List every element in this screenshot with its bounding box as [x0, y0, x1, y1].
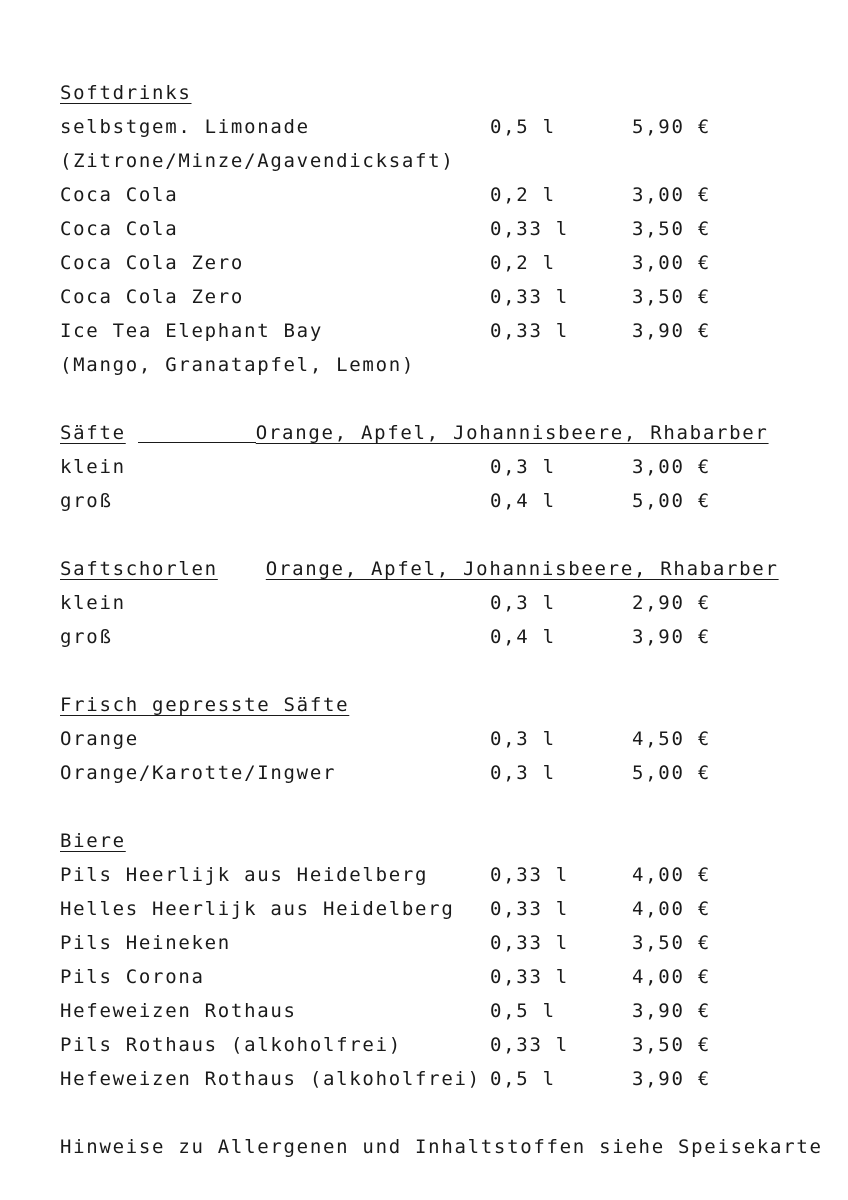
menu-item-row	[60, 1028, 820, 1062]
menu-item-row	[60, 484, 820, 518]
allergen-note: Hinweise zu Allergenen und Inhaltstoffen siehe Speisekarte	[60, 1136, 823, 1158]
item-price: 2,90 €	[632, 592, 711, 614]
item-price: 3,90 €	[632, 320, 711, 342]
menu-item-row	[60, 994, 820, 1028]
item-volume: 0,33 l	[490, 218, 569, 240]
item-volume: 0,33 l	[490, 898, 569, 920]
item-price: 3,90 €	[632, 1068, 711, 1090]
item-name: Orange	[60, 728, 139, 750]
item-price: 3,00 €	[632, 252, 711, 274]
item-volume: 0,2 l	[490, 252, 556, 274]
softdrinks-list	[60, 110, 820, 382]
item-name: selbstgem. Limonade	[60, 116, 310, 138]
section-heading	[60, 824, 820, 858]
item-volume: 0,3 l	[490, 456, 556, 478]
item-name: klein	[60, 456, 126, 478]
item-name: Coca Cola Zero	[60, 286, 245, 308]
item-volume: 0,2 l	[490, 184, 556, 206]
menu-page	[60, 76, 820, 1096]
frisch-list	[60, 722, 820, 790]
item-name: Coca Cola	[60, 184, 179, 206]
section-title: Biere	[60, 830, 126, 852]
item-volume: 0,33 l	[490, 864, 569, 886]
heading-rule	[138, 424, 256, 443]
section-heading	[60, 552, 820, 586]
section-heading	[60, 416, 820, 450]
section-title: Saftschorlen	[60, 558, 218, 580]
item-name: Ice Tea Elephant Bay	[60, 320, 323, 342]
item-volume: 0,3 l	[490, 592, 556, 614]
item-volume: 0,5 l	[490, 1000, 556, 1022]
item-price: 5,00 €	[632, 490, 711, 512]
section-title: Softdrinks	[60, 82, 192, 104]
item-name: Pils Corona	[60, 966, 205, 988]
menu-item-row	[60, 450, 820, 484]
item-price: 3,00 €	[632, 184, 711, 206]
item-price: 3,00 €	[632, 456, 711, 478]
item-note: (Zitrone/Minze/Agavendicksaft)	[60, 150, 455, 172]
menu-item-row	[60, 314, 820, 348]
menu-item-row	[60, 110, 820, 144]
menu-item-row	[60, 858, 820, 892]
item-price: 3,90 €	[632, 1000, 711, 1022]
item-name: Pils Rothaus (alkoholfrei)	[60, 1034, 402, 1056]
item-volume: 0,33 l	[490, 320, 569, 342]
item-name: Helles Heerlijk aus Heidelberg	[60, 898, 455, 920]
item-note: (Mango, Granatapfel, Lemon)	[60, 354, 416, 376]
item-name: klein	[60, 592, 126, 614]
section-heading	[60, 688, 820, 722]
saftschorlen-list	[60, 586, 820, 654]
item-price: 4,00 €	[632, 898, 711, 920]
item-volume: 0,33 l	[490, 966, 569, 988]
item-name: Pils Heerlijk aus Heidelberg	[60, 864, 429, 886]
item-name: groß	[60, 626, 113, 648]
item-volume: 0,3 l	[490, 728, 556, 750]
item-price: 3,50 €	[632, 932, 711, 954]
item-volume: 0,33 l	[490, 932, 569, 954]
biere-list	[60, 858, 820, 1096]
section-heading	[60, 76, 820, 110]
menu-item-row	[60, 586, 820, 620]
menu-item-row	[60, 1062, 820, 1096]
menu-item-row	[60, 756, 820, 790]
item-name: Coca Cola	[60, 218, 179, 240]
item-volume: 0,3 l	[490, 762, 556, 784]
item-name: Coca Cola Zero	[60, 252, 245, 274]
item-volume: 0,4 l	[490, 490, 556, 512]
item-price: 4,50 €	[632, 728, 711, 750]
fruit-options: Orange, Apfel, Johannisbeere, Rhabarber	[255, 422, 769, 444]
saefte-list	[60, 450, 820, 518]
fruit-options: Orange, Apfel, Johannisbeere, Rhabarber	[265, 558, 779, 580]
menu-item-row	[60, 926, 820, 960]
section-title: Säfte	[60, 422, 126, 444]
menu-item-row	[60, 892, 820, 926]
item-name: Hefeweizen Rothaus (alkoholfrei)	[60, 1068, 481, 1090]
menu-item-row	[60, 178, 820, 212]
menu-item-row	[60, 212, 820, 246]
item-name: Pils Heineken	[60, 932, 231, 954]
item-price: 5,90 €	[632, 116, 711, 138]
item-price: 3,90 €	[632, 626, 711, 648]
item-volume: 0,33 l	[490, 286, 569, 308]
section-softdrinks	[60, 76, 820, 382]
item-price: 4,00 €	[632, 864, 711, 886]
item-price: 5,00 €	[632, 762, 711, 784]
menu-item-row	[60, 960, 820, 994]
item-price: 3,50 €	[632, 286, 711, 308]
item-price: 3,50 €	[632, 1034, 711, 1056]
section-saefte	[60, 416, 820, 518]
item-price: 4,00 €	[632, 966, 711, 988]
menu-item-row	[60, 246, 820, 280]
menu-item-row	[60, 280, 820, 314]
section-frisch	[60, 688, 820, 790]
section-saftschorlen	[60, 552, 820, 654]
section-biere	[60, 824, 820, 1096]
item-volume: 0,5 l	[490, 1068, 556, 1090]
item-volume: 0,5 l	[490, 116, 556, 138]
section-title: Frisch gepresste Säfte	[60, 694, 350, 716]
item-name: Orange/Karotte/Ingwer	[60, 762, 337, 784]
item-price: 3,50 €	[632, 218, 711, 240]
item-volume: 0,33 l	[490, 1034, 569, 1056]
item-name: groß	[60, 490, 113, 512]
item-name: Hefeweizen Rothaus	[60, 1000, 297, 1022]
menu-item-row	[60, 722, 820, 756]
item-volume: 0,4 l	[490, 626, 556, 648]
menu-item-row	[60, 620, 820, 654]
